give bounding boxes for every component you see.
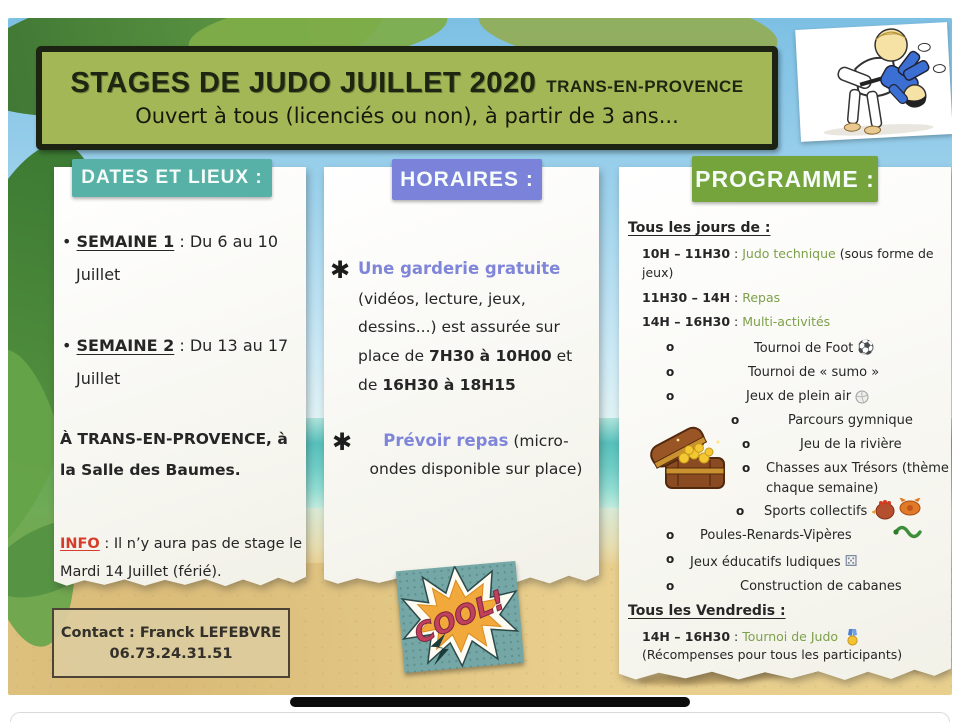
dates-heading: DATES ET LIEUX : bbox=[72, 159, 272, 197]
judo-illustration-card bbox=[795, 22, 952, 142]
week-1-label: SEMAINE 1 bbox=[76, 232, 175, 251]
circle-bullet-icon: o bbox=[666, 340, 675, 354]
info-line: INFO : Il n’y aura pas de stage le Mardi 14 Juillet (férié). bbox=[60, 536, 303, 581]
contact-name: Contact : Franck LEFEBVRE bbox=[60, 624, 282, 641]
activity-item: o Jeu de la rivière bbox=[742, 437, 902, 452]
contact-box bbox=[52, 608, 290, 678]
garderie-evening-hours: 16H30 à 18H15 bbox=[382, 375, 516, 394]
activity-item: o Jeux de plein air bbox=[628, 387, 950, 407]
activity-item: o Poules-Renards-Vipères bbox=[666, 528, 852, 543]
week-2-dates: Du 13 au 17 Juillet bbox=[76, 336, 289, 388]
repas-line: Prévoir repas (micro-ondes disponible sur place) bbox=[369, 431, 583, 478]
circle-bullet-icon: o bbox=[742, 437, 751, 451]
hen-fox-snake-icon bbox=[872, 498, 924, 542]
treasure-chest-icon bbox=[648, 424, 740, 498]
week-2-line: • SEMAINE 2 : Du 13 au 17 Juillet bbox=[62, 336, 289, 388]
next-card-edge bbox=[10, 712, 950, 722]
asterisk-icon: ✱ bbox=[330, 256, 351, 284]
title-banner bbox=[36, 46, 778, 150]
circle-bullet-icon: o bbox=[742, 461, 751, 475]
activity-item: o Parcours gymnique bbox=[731, 413, 913, 428]
activity-item: o Chasses aux Trésors (thème chaque semaine) bbox=[742, 461, 949, 496]
circle-bullet-icon: o bbox=[731, 413, 740, 427]
asterisk-icon: ✱ bbox=[332, 428, 353, 456]
info-label: INFO bbox=[60, 536, 100, 552]
friday-label: Tous les Vendredis : bbox=[628, 602, 786, 619]
schedule-line: 11H30 – 14H : Repas bbox=[642, 289, 781, 305]
dice-icon: ⚄ bbox=[844, 552, 858, 570]
garderie-line: Une garderie gratuite (vidéos, lecture, jeux, dessins...) est assurée sur place de 7H30 à 10H00 et de 16H30 à 18H15 bbox=[358, 259, 573, 394]
circle-bullet-icon: o bbox=[666, 389, 675, 403]
flyer-subtitle: Ouvert à tous (licenciés ou non), à partir de 3 ans... bbox=[135, 103, 679, 128]
circle-bullet-icon: o bbox=[666, 552, 675, 566]
circle-bullet-icon: o bbox=[666, 528, 675, 542]
garderie-lead: Une garderie gratuite bbox=[358, 259, 561, 278]
volleyball-icon bbox=[855, 390, 869, 404]
cool-sticker bbox=[396, 561, 524, 673]
repas-lead: Prévoir repas bbox=[383, 431, 509, 450]
week-1-dates: Du 6 au 10 Juillet bbox=[76, 232, 279, 284]
judo-throw-icon bbox=[795, 22, 952, 142]
garderie-morning-hours: 7H30 à 10H00 bbox=[428, 346, 552, 365]
activity-item: o Jeux éducatifs ludiques ⚄ bbox=[666, 552, 858, 570]
location-line: À TRANS-EN-PROVENCE, à la Salle des Baumes. bbox=[60, 430, 288, 479]
flyer-poster bbox=[8, 18, 952, 695]
bullet-icon: • bbox=[62, 336, 72, 355]
circle-bullet-icon: o bbox=[666, 578, 675, 593]
programme-heading: PROGRAMME : bbox=[692, 156, 878, 202]
bullet-icon: • bbox=[62, 232, 72, 251]
horaires-heading: HORAIRES : bbox=[392, 159, 542, 200]
cool-sticker-text: COOL! bbox=[409, 584, 510, 651]
schedule-line: 10H – 11H30 : Judo technique (sous forme de jeux) bbox=[642, 246, 934, 280]
activity-item: o Construction de cabanes bbox=[666, 578, 902, 594]
friday-schedule-line: 14H – 16H30 : Tournoi de Judo (Récompenses pour tous les participants) bbox=[642, 628, 903, 663]
flyer-title: STAGES DE JUDO JUILLET 2020 bbox=[70, 67, 537, 100]
medal-icon bbox=[846, 629, 859, 646]
activity-item: o Tournoi de Foot ⚽ bbox=[666, 340, 875, 356]
activity-item: o Sports collectifs bbox=[736, 504, 868, 519]
cool-burst-icon bbox=[396, 561, 524, 673]
activity-item: o Tournoi de « sumo » bbox=[666, 365, 880, 380]
daily-label: Tous les jours de : bbox=[628, 220, 771, 236]
circle-bullet-icon: o bbox=[736, 504, 745, 518]
soccer-ball-icon: ⚽ bbox=[857, 340, 875, 356]
circle-bullet-icon: o bbox=[666, 365, 675, 379]
home-indicator[interactable] bbox=[290, 697, 690, 707]
schedule-line: 14H – 16H30 : Multi-activités bbox=[642, 314, 831, 330]
flyer-region: TRANS-EN-PROVENCE bbox=[546, 77, 744, 97]
contact-phone: 06.73.24.31.51 bbox=[109, 645, 233, 662]
info-text: Il n’y aura pas de stage le Mardi 14 Juillet (férié). bbox=[60, 536, 303, 581]
week-1-line: • SEMAINE 1 : Du 6 au 10 Juillet bbox=[62, 232, 279, 284]
week-2-label: SEMAINE 2 bbox=[76, 336, 175, 355]
